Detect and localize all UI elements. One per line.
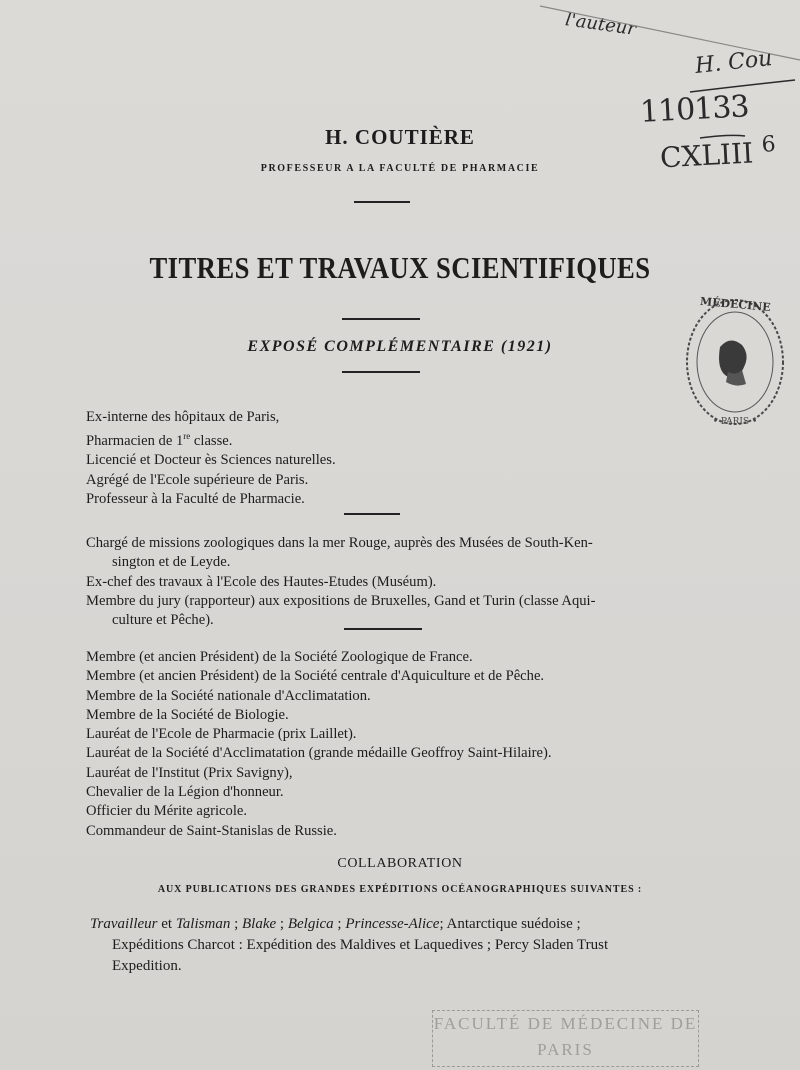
mission-item: Chargé de missions zoologiques dans la mer Rouge, auprès des Musées de South-Ken- (86, 535, 593, 551)
divider-2 (342, 318, 420, 320)
mission-item-continued: culture et Pêche). (112, 612, 214, 629)
shelf-mark-text: CXLIII (659, 136, 755, 175)
separator: ; (333, 916, 346, 932)
degree-item: Agrégé de l'Ecole supérieure de Paris. (86, 471, 309, 488)
expeditions-line-1-rest: ; Antarctique suédoise ; (439, 916, 581, 932)
document-title: TITRES ET TRAVAUX SCIENTIFIQUES (149, 250, 651, 285)
membership-item: Chevalier de la Légion d'honneur. (86, 784, 284, 801)
document-subtitle: EXPOSÉ COMPLÉMENTAIRE (1921) (247, 338, 553, 355)
expedition-blake: Blake (242, 916, 277, 932)
expedition-talisman: Talisman (175, 916, 231, 932)
divider-3 (342, 371, 420, 373)
svg-text:• PARIS •: • PARIS • (712, 417, 758, 427)
faded-library-stamp: FACULTÉ DE MÉDECINE DE PARIS (432, 1010, 699, 1067)
expedition-princesse-alice: Princesse-Alice (345, 916, 440, 932)
membership-item: Membre de la Société de Biologie. (86, 706, 289, 723)
expeditions-paragraph (90, 914, 690, 977)
degree-item: Professeur à la Faculté de Pharmacie. (86, 491, 305, 508)
membership-item: Officier du Mérite agricole. (86, 803, 248, 820)
expedition-belgica: Belgica (287, 916, 334, 932)
missions-list (86, 534, 696, 630)
conjunction: et (157, 916, 176, 932)
divider-1 (354, 201, 410, 203)
degree-item: Pharmacien de 1re classe. (86, 431, 233, 450)
separator: ; (276, 916, 288, 932)
expeditions-line-2: Expéditions Charcot : Expédition des Maldives et Laquedives ; Percy Sladen Trust (112, 937, 609, 953)
handwritten-note-top: l'auteur (563, 9, 638, 40)
library-seal-stamp (680, 292, 790, 432)
handwritten-initial: H. Cou (693, 46, 774, 79)
membership-item: Membre (et ancien Président) de la Société Zoologique de France. (86, 649, 473, 665)
degree-item: Ex-interne des hôpitaux de Paris, (86, 409, 280, 425)
mission-item: Membre du jury (rapporteur) aux expositions de Bruxelles, Gand et Turin (classe Aqui- (86, 592, 596, 609)
author-position: PROFESSEUR A LA FACULTÉ DE PHARMACIE (260, 163, 540, 174)
svg-text:MÉDECINE: MÉDECINE (699, 294, 772, 315)
author-name: H. COUTIÈRE (325, 125, 475, 149)
shelf-mark-suffix: 6 (761, 131, 777, 158)
mission-item: Ex-chef des travaux à l'Ecole des Hautes-Etudes (Muséum). (86, 573, 437, 590)
membership-item: Commandeur de Saint-Stanislas de Russie. (86, 822, 337, 839)
collaboration-subheading: AUX PUBLICATIONS DES GRANDES EXPÉDITIONS OCÉANOGRAPHIQUES SUIVANTES : (157, 884, 643, 895)
expeditions-line-3: Expedition. (112, 958, 182, 974)
handwritten-underline (0, 0, 800, 100)
membership-item: Lauréat de l'Ecole de Pharmacie (prix Laillet). (86, 726, 357, 743)
degrees-list (86, 408, 696, 509)
handwritten-number: 110133 (639, 89, 750, 130)
collaboration-heading: COLLABORATION (337, 856, 463, 871)
degree-item: Licencié et Docteur ès Sciences naturelles. (86, 452, 336, 469)
membership-item: Membre (et ancien Président) de la Société centrale d'Aquiculture et de Pêche. (86, 668, 545, 685)
divider-5 (344, 628, 422, 630)
divider-4 (344, 513, 400, 515)
memberships-list (86, 648, 696, 841)
mission-item-continued: sington et de Leyde. (112, 554, 231, 571)
membership-item: Membre de la Société nationale d'Acclimatation. (86, 687, 371, 704)
membership-item: Lauréat de la Société d'Acclimatation (grande médaille Geoffroy Saint-Hilaire). (86, 745, 552, 762)
expedition-travailleur: Travailleur (90, 916, 158, 932)
separator: ; (230, 916, 242, 932)
membership-item: Lauréat de l'Institut (Prix Savigny), (86, 764, 293, 781)
expeditions-line-1 (90, 914, 690, 935)
